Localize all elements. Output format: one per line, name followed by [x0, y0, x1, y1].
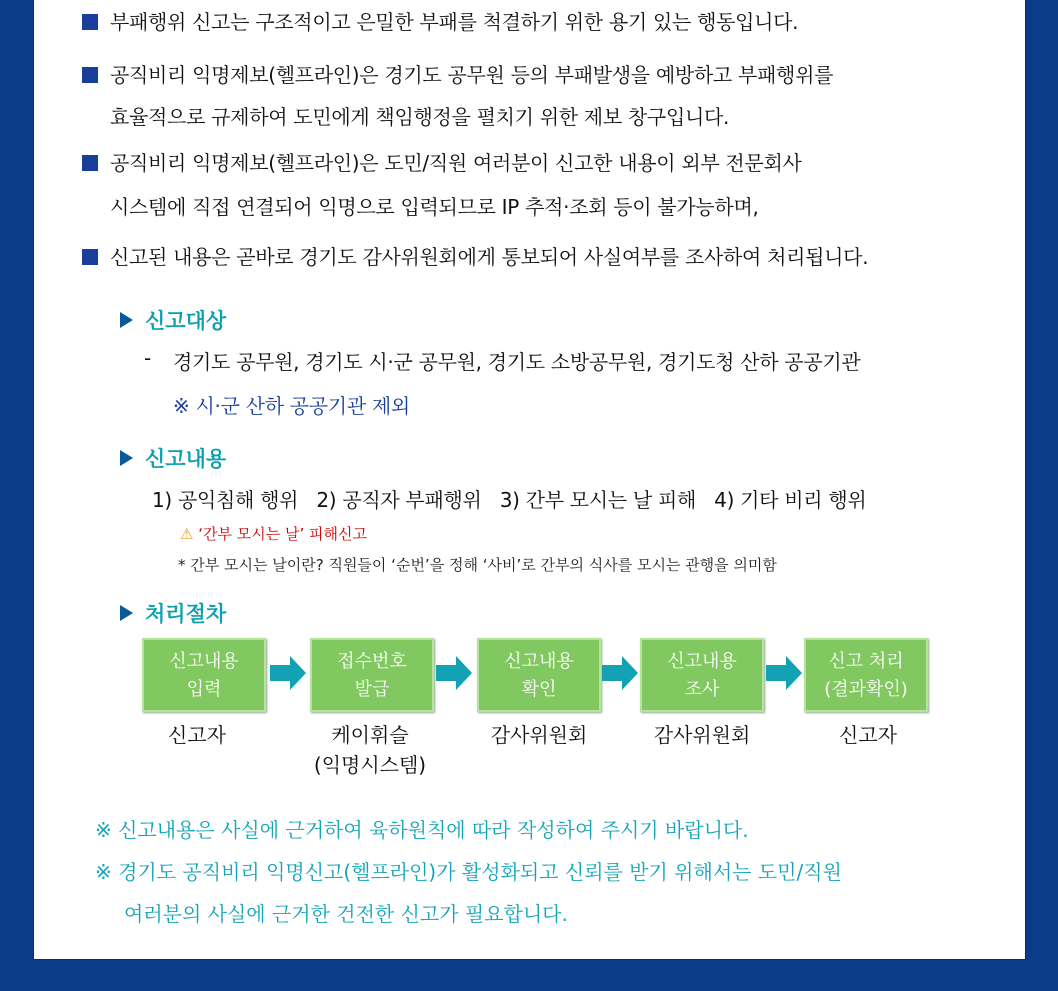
intro-text: 부패행위 신고는 구조적이고 은밀한 부패를 척결하기 위한 용기 있는 행동입니다.: [110, 10, 799, 34]
intro-text: 공직비리 익명제보(헬프라인)은 경기도 공무원 등의 부패발생을 예방하고 부패행위를: [110, 63, 834, 87]
arrow-right-icon: [436, 656, 472, 690]
step-label: 신고내용: [667, 651, 737, 672]
step-actor: [290, 720, 450, 780]
section-content: [120, 443, 226, 473]
section-target: [120, 305, 226, 335]
section-title: 신고대상: [145, 309, 227, 333]
step-actor: [788, 720, 948, 750]
note: ※ 신고내용은 사실에 근거하여 육하원칙에 따라 작성하여 주시기 바랍니다.: [95, 818, 749, 842]
step-label: 신고 처리: [828, 651, 904, 672]
target-item: 경기도 공무원, 경기도 시·군 공무원, 경기도 소방공무원, 경기도청 산하 공공기관: [173, 350, 861, 374]
step-label: 신고내용: [169, 651, 239, 672]
note: 여러분의 사실에 근거한 건전한 신고가 필요합니다.: [124, 902, 568, 926]
bullet-square-icon: [82, 155, 98, 171]
actor-text: (익명시스템): [313, 753, 427, 777]
section-process: [120, 598, 226, 628]
step-actor: [622, 720, 782, 750]
dash: -: [144, 346, 151, 370]
warning-text: ‘간부 모시는 날’ 피해신고: [198, 525, 367, 543]
intro-text: 공직비리 익명제보(헬프라인)은 도민/직원 여러분이 신고한 내용이 외부 전문회사: [110, 151, 802, 175]
step-label: 발급: [354, 679, 390, 700]
step-label: 접수번호: [337, 651, 407, 672]
actor-text: 신고자: [168, 723, 226, 747]
section-title: 신고내용: [145, 447, 227, 471]
triangle-icon: [120, 605, 133, 621]
arrow-right-icon: [270, 656, 306, 690]
target-exclude: ※ 시·군 산하 공공기관 제외: [173, 394, 410, 418]
arrow-right-icon: [766, 656, 802, 690]
actor-text: 신고자: [839, 723, 897, 747]
actor-text: 감사위원회: [490, 723, 588, 747]
intro-line: [82, 147, 802, 176]
step-actor: [117, 720, 277, 750]
step-actor: [459, 720, 619, 750]
process-step: [804, 638, 928, 712]
triangle-icon: [120, 450, 133, 466]
step-label: (결과확인): [824, 679, 908, 700]
step-label: 조사: [684, 679, 720, 700]
step-label: 입력: [186, 679, 222, 700]
arrow-right-icon: [602, 656, 638, 690]
process-step: [310, 638, 434, 712]
step-label: 확인: [521, 679, 557, 700]
intro-line: [82, 59, 833, 88]
triangle-icon: [120, 312, 133, 328]
content-items: 1) 공익침해 행위 2) 공직자 부패행위 3) 간부 모시는 날 피해 4) 기타 비리 행위: [152, 488, 867, 512]
intro-line: [82, 241, 868, 270]
note: ※ 경기도 공직비리 익명신고(헬프라인)가 활성화되고 신뢰를 받기 위해서는 도민/직원: [95, 860, 842, 884]
intro-text: 시스템에 직접 연결되어 익명으로 입력되므로 IP 추적·조회 등이 불가능하며,: [110, 195, 759, 219]
intro-text: 신고된 내용은 곧바로 경기도 감사위원회에게 통보되어 사실여부를 조사하여 처리됩니다.: [110, 245, 869, 269]
step-label: 신고내용: [504, 651, 574, 672]
bullet-square-icon: [82, 67, 98, 83]
section-title: 처리절차: [145, 602, 227, 626]
actor-text: 감사위원회: [653, 723, 751, 747]
process-step: [142, 638, 266, 712]
process-step: [640, 638, 764, 712]
intro-text: 효율적으로 규제하여 도민에게 책임행정을 펼치기 위한 제보 창구입니다.: [110, 105, 730, 129]
actor-text: 케이휘슬: [331, 723, 409, 747]
bullet-square-icon: [82, 249, 98, 265]
warning-icon: ⚠: [180, 525, 194, 543]
warning-line: [180, 523, 367, 544]
intro-line: [82, 6, 798, 35]
footnote: * 간부 모시는 날이란? 직원들이 ‘순번’을 정해 ‘사비’로 간부의 식사를 모시는 관행을 의미함: [178, 556, 777, 574]
bullet-square-icon: [82, 14, 98, 30]
process-step: [477, 638, 601, 712]
